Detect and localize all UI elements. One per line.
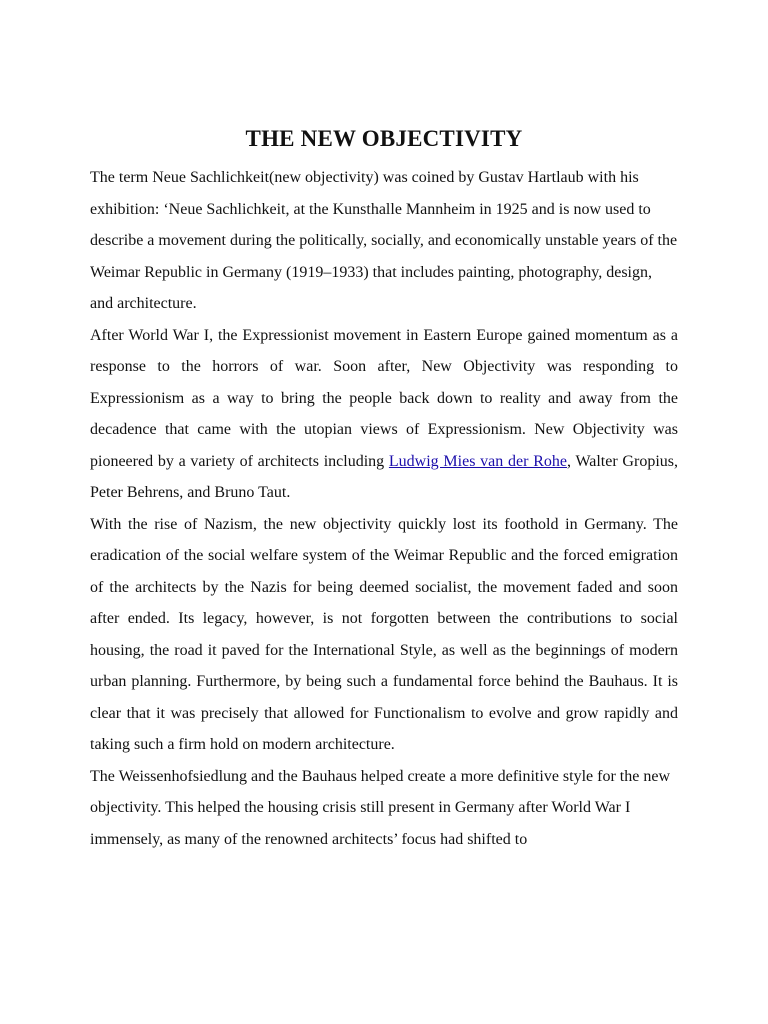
link-ludwig-mies-van-der-rohe[interactable]: Ludwig Mies van der Rohe	[388, 452, 567, 470]
paragraph-text: After World War I, the Expressionist movement in Eastern Europe gained momentum as a response to the horrors of war. Soon after, New Objectivity was responding to Expressionism as a way to bring the people back down to reality and away from the decadence that came with the utopian views of Expressionism. New Objectivity was pioneered by a variety of architects including	[90, 326, 678, 470]
document-title: THE NEW OBJECTIVITY	[245, 126, 523, 151]
document-page	[90, 120, 678, 855]
paragraph-expressionism	[90, 320, 678, 509]
paragraph-text: , Walter Gropius, Peter Behrens, and Bruno Taut.	[90, 452, 678, 501]
paragraph-nazism: With the rise of Nazism, the new objectivity quickly lost its foothold in Germany. The eradication of the social welfare system of the Weimar Republic and the forced emigration of the architects by the Nazis for being deemed socialist, the movement faded and soon after ended. Its legacy, however, is not forgotten between the contributions to social housing, the road it paved for the International Style, as well as the beginnings of modern urban planning. Furthermore, by being such a fundamental force behind the Bauhaus. It is clear that it was precisely that allowed for Functionalism to evolve and grow rapidly and taking such a firm hold on modern architecture.	[90, 515, 678, 753]
paragraph-intro: The term Neue Sachlichkeit(new objectivity) was coined by Gustav Hartlaub with his exhibition: ‘Neue Sachlichkeit, at the Kunsthalle Mannheim in 1925 and is now used to describe a movement during the politically, socially, and economically unstable years of the Weimar Republic in Germany (1919–1933) that includes painting, photography, design, and architecture.	[90, 169, 678, 312]
paragraph-weissenhofsiedlung: The Weissenhofsiedlung and the Bauhaus helped create a more definitive style for the new objectivity. This helped the housing crisis still present in Germany after World War I immensely, as many of the renowned architects’ focus had shifted to	[90, 767, 670, 848]
